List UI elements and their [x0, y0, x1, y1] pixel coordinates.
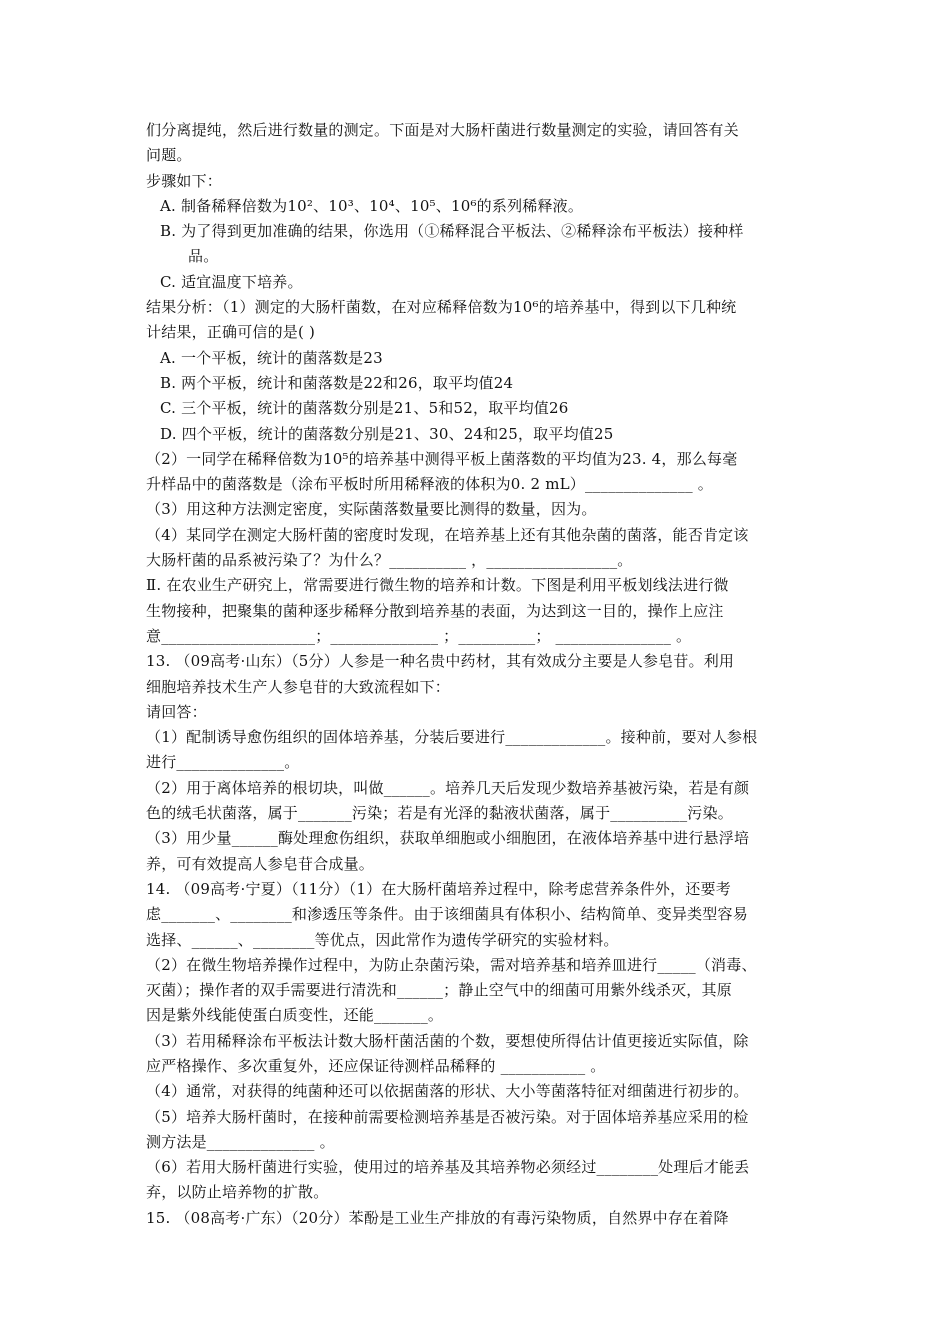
- text-line: 选择、______、________等优点，因此常作为遗传学研究的实验材料。: [146, 930, 619, 949]
- text-line: 色的绒毛状菌落，属于_______污染；若是有光泽的黏液状菌落，属于__________污染。: [146, 804, 733, 823]
- text-line: （6）若用大肠杆菌进行实验，使用过的培养基及其培养物必须经过________处理后才能丢: [146, 1158, 750, 1177]
- text-line: 进行______________。: [146, 753, 300, 772]
- option-line: B. 两个平板，统计和菌落数是22和26，取平均值24: [160, 373, 514, 392]
- text-line: 步骤如下：: [146, 171, 223, 190]
- text-line: 品。: [188, 247, 219, 266]
- option-line: A. 一个平板，统计的菌落数是23: [160, 348, 383, 367]
- option-line: D. 四个平板，统计的菌落数分别是21、30、24和25，取平均值25: [160, 424, 614, 443]
- text-line: 养，可有效提高人参皂苷合成量。: [146, 854, 375, 873]
- text-line: 升样品中的菌落数是（涂布平板时所用稀释液的体积为0. 2 mL）______________ 。: [146, 475, 713, 494]
- text-line: 弃，以防止培养物的扩散。: [146, 1183, 329, 1202]
- document-body: [146, 118, 811, 1231]
- text-line: 细胞培养技术生产人参皂苷的大致流程如下：: [146, 677, 451, 696]
- text-line: （4）某同学在测定大肠杆菌的密度时发现，在培养基上还有其他杂菌的菌落，能否肯定该: [146, 525, 749, 544]
- text-line: 意____________________；______________ ；__________； _______________ 。: [146, 626, 692, 645]
- text-line: 应严格操作、多次重复外，还应保证待测样品稀释的 ___________ 。: [146, 1056, 606, 1075]
- question-heading: 15. （08高考·广东）（20分）苯酚是工业生产排放的有毒污染物质，自然界中存在着降: [146, 1208, 729, 1227]
- text-line: （1）配制诱导愈伤组织的固体培养基，分装后要进行_____________。接种前，要对人参根: [146, 728, 758, 747]
- text-line: （3）用少量______酶处理愈伤组织，获取单细胞或小细胞团，在液体培养基中进行悬浮培: [146, 829, 750, 848]
- text-line: Ⅱ. 在农业生产研究上，常需要进行微生物的培养和计数。下图是利用平板划线法进行微: [146, 576, 729, 595]
- text-line: （3）用这种方法测定密度，实际菌落数量要比测得的数量，因为。: [146, 500, 597, 519]
- text-line: （2）在微生物培养操作过程中，为防止杂菌污染，需对培养基和培养皿进行_____（消毒、: [146, 955, 757, 974]
- option-line: A. 制备稀释倍数为10²、10³、10⁴、10⁵、10⁶的系列稀释液。: [160, 196, 584, 215]
- text-line: 虑_______、________和渗透压等条件。由于该细菌具有体积小、结构简单、变异类型容易: [146, 905, 748, 924]
- text-line: 们分离提纯，然后进行数量的测定。下面是对大肠杆菌进行数量测定的实验，请回答有关: [146, 121, 739, 139]
- text-line: 结果分析：（1）测定的大肠杆菌数，在对应稀释倍数为10⁶的培养基中，得到以下几种统: [146, 298, 737, 317]
- text-line: 生物接种，把聚集的菌种逐步稀释分散到培养基的表面，为达到这一目的，操作上应注: [146, 601, 724, 620]
- text-line: （5）培养大肠杆菌时，在接种前需要检测培养基是否被污染。对于固体培养基应采用的检: [146, 1107, 749, 1126]
- text-line: 灭菌）；操作者的双手需要进行清洗和______；静止空气中的细菌可用紫外线杀灭，其原: [146, 981, 732, 1000]
- text-line: 问题。: [146, 146, 192, 165]
- question-heading: 13. （09高考·山东）（5分）人参是一种名贵中药材，其有效成分主要是人参皂苷。利用: [146, 652, 735, 671]
- text-line: 因是紫外线能使蛋白质变性，还能_______。: [146, 1006, 444, 1025]
- text-line: 测方法是______________ 。: [146, 1132, 335, 1151]
- text-line: （2）用于离体培养的根切块，叫做______。培养几天后发现少数培养基被污染，若是有颜: [146, 778, 750, 797]
- text-line: 计结果，正确可信的是( ): [146, 323, 316, 342]
- question-heading: 14. （09高考·宁夏）（11分）（1）在大肠杆菌培养过程中，除考虑营养条件外，还要考: [146, 879, 731, 898]
- option-line: C. 适宜温度下培养。: [160, 272, 303, 291]
- option-line: B. 为了得到更加准确的结果，你选用（①稀释混合平板法、②稀释涂布平板法）接种样: [160, 222, 744, 241]
- text-line: （4）通常，对获得的纯菌种还可以依据菌落的形状、大小等菌落特征对细菌进行初步的。: [146, 1082, 749, 1101]
- text-line: 请回答：: [146, 702, 207, 721]
- text-line: （2）一同学在稀释倍数为10⁵的培养基中测得平板上菌落数的平均值为23. 4，那么每毫: [146, 449, 738, 468]
- option-line: C. 三个平板，统计的菌落数分别是21、5和52，取平均值26: [160, 399, 569, 418]
- text-line: 大肠杆菌的品系被污染了？为什么？__________ ，_________________。: [146, 551, 633, 570]
- text-line: （3）若用稀释涂布平板法计数大肠杆菌活菌的个数，要想使所得估计值更接近实际值，除: [146, 1031, 749, 1050]
